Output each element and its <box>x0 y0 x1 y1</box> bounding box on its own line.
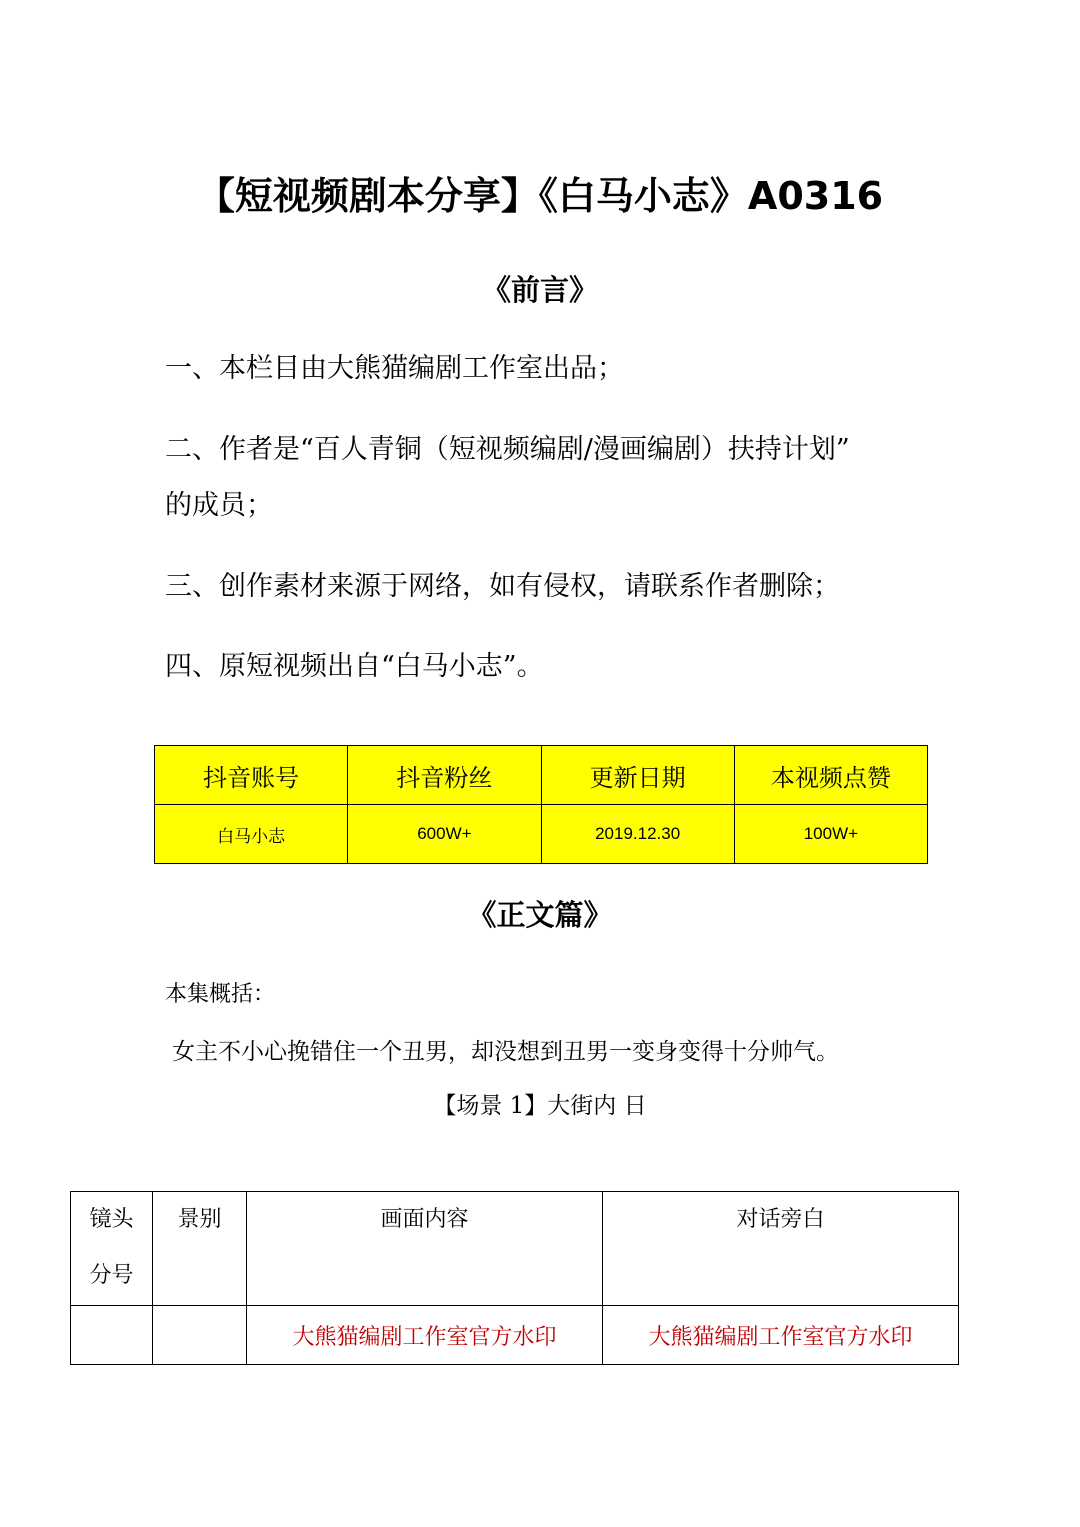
account-info-table <box>154 745 928 864</box>
preface-item-2: 二、作者是“百人青铜（短视频编剧/漫画编剧）扶持计划” <box>165 434 850 465</box>
header-update-date: 更新日期 <box>541 746 734 805</box>
header-shot-number-line-1: 镜头 <box>89 1207 134 1232</box>
header-shot-number <box>71 1192 153 1306</box>
header-douyin-fans: 抖音粉丝 <box>348 746 541 805</box>
value-video-likes: 100W+ <box>734 805 927 864</box>
summary-label: 本集概括： <box>165 982 276 1007</box>
header-video-likes: 本视频点赞 <box>734 746 927 805</box>
header-dialogue-narration: 对话旁白 <box>603 1192 959 1306</box>
summary-text: 女主不小心挽错住一个丑男，却没想到丑男一变身变得十分帅气。 <box>172 1039 839 1065</box>
value-douyin-fans: 600W+ <box>348 805 541 864</box>
shot-table <box>70 1191 959 1365</box>
preface-item-1: 一、本栏目由大熊猫编剧工作室出品； <box>165 353 624 384</box>
account-info-header-row <box>155 746 928 805</box>
header-douyin-account: 抖音账号 <box>155 746 348 805</box>
preface-item-2-continued: 的成员； <box>165 490 273 521</box>
shot-table-header-row <box>71 1192 959 1306</box>
shot-table-row <box>71 1306 959 1365</box>
header-picture-content: 画面内容 <box>247 1192 603 1306</box>
preface-heading: 《前言》 <box>481 273 598 307</box>
cell-shot-number <box>71 1306 153 1365</box>
scene-heading: 【场景 1】大街内 日 <box>433 1093 647 1119</box>
cell-shot-scale <box>153 1306 247 1365</box>
header-shot-scale: 景别 <box>153 1192 247 1306</box>
value-douyin-account: 白马小志 <box>155 805 348 864</box>
main-text-heading: 《正文篇》 <box>467 898 613 932</box>
value-update-date: 2019.12.30 <box>541 805 734 864</box>
preface-item-3: 三、创作素材来源于网络，如有侵权，请联系作者删除； <box>165 571 840 602</box>
cell-dialogue-watermark: 大熊猫编剧工作室官方水印 <box>603 1306 959 1365</box>
cell-picture-content-watermark: 大熊猫编剧工作室官方水印 <box>247 1306 603 1365</box>
preface-item-4: 四、原短视频出自“白马小志”。 <box>165 651 544 682</box>
page-title: 【短视频剧本分享】《白马小志》A0316 <box>196 174 884 218</box>
account-info-value-row <box>155 805 928 864</box>
header-shot-number-line-2: 分号 <box>89 1263 134 1288</box>
